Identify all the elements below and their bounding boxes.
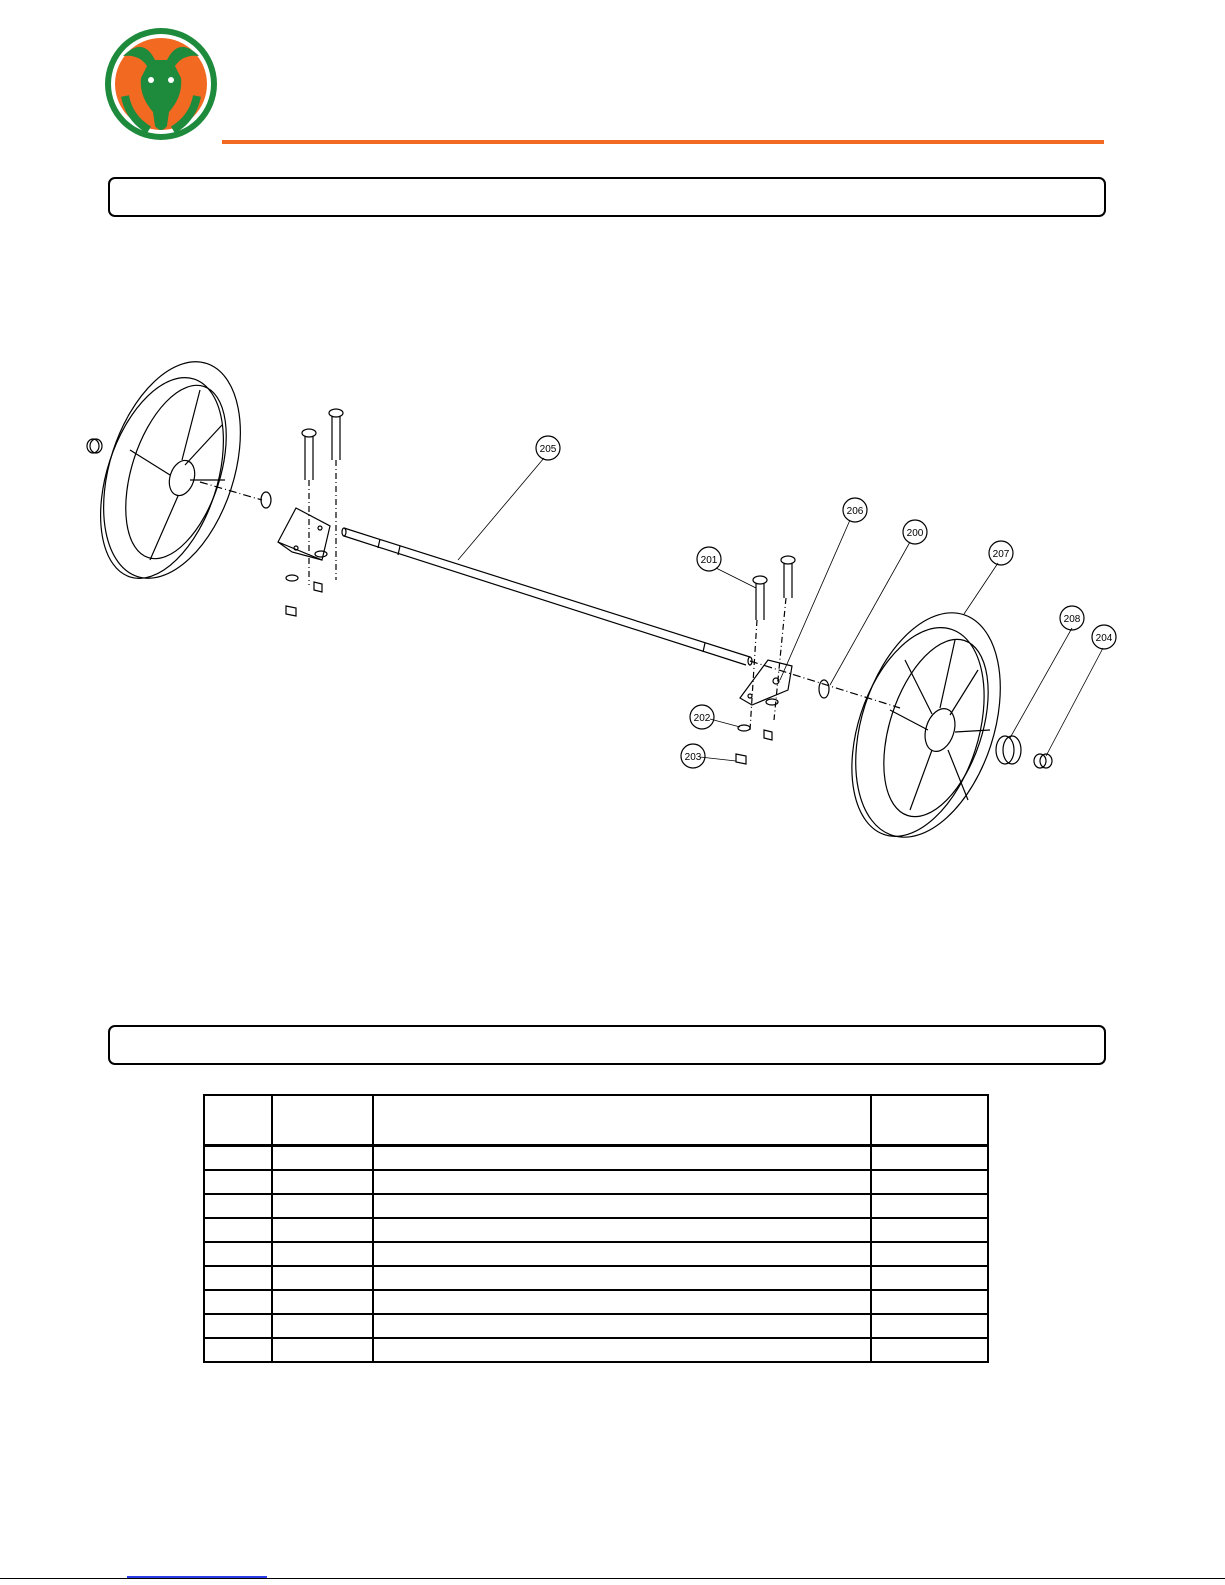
cell [373,1290,871,1314]
table-row [204,1266,988,1290]
cell [204,1218,272,1242]
cell [204,1290,272,1314]
callout-205: 205 [539,444,557,455]
cell [871,1194,988,1218]
cell [204,1338,272,1362]
cell [272,1194,373,1218]
cell [272,1266,373,1290]
cell [272,1290,373,1314]
callout-208: 208 [1063,614,1081,625]
cell [272,1146,373,1171]
cell [373,1314,871,1338]
cell [871,1266,988,1290]
footer-link[interactable] [127,1576,267,1578]
parts-table [203,1094,989,1363]
right-washers-nuts [736,699,778,764]
table-row [204,1338,988,1362]
cell [871,1314,988,1338]
header-accent-rule [222,140,1104,144]
exploded-axle-diagram [0,330,1225,850]
cell [871,1170,988,1194]
table-row [204,1242,988,1266]
table-row [204,1290,988,1314]
left-hub-nut [87,439,102,453]
cell [871,1290,988,1314]
cell [204,1266,272,1290]
table-row [204,1314,988,1338]
cell [871,1338,988,1362]
illustration-section-bar [108,177,1106,217]
table-row [204,1146,988,1171]
cell [204,1314,272,1338]
cell [272,1170,373,1194]
table-row [204,1170,988,1194]
callout-207: 207 [992,549,1010,560]
footer-rule [0,1578,1225,1579]
callout-206: 206 [846,506,864,517]
left-bracket [278,508,330,560]
cell [373,1146,871,1171]
header-part-no [272,1095,373,1146]
callout-200: 200 [906,528,924,539]
header-ref [204,1095,272,1146]
cell [272,1242,373,1266]
callout-203: 203 [684,752,702,763]
callout-202: 202 [693,713,711,724]
left-washers-nuts [286,551,327,616]
right-hub-nut [1034,754,1052,768]
cell [373,1218,871,1242]
cell [373,1338,871,1362]
cell [871,1242,988,1266]
cell [204,1194,272,1218]
right-bracket [740,660,792,705]
left-wheel [78,344,266,595]
cell [373,1170,871,1194]
callout-201: 201 [700,555,718,566]
billy-goat-logo [103,26,219,142]
cell [272,1314,373,1338]
table-header-row [204,1095,988,1146]
cell [373,1266,871,1290]
table-row [204,1218,988,1242]
cell [272,1338,373,1362]
cell [204,1242,272,1266]
cell [373,1194,871,1218]
cell [204,1146,272,1171]
cell [373,1242,871,1266]
parts-list-section-bar [108,1025,1106,1065]
right-carriage-bolts [750,556,795,730]
cell [204,1170,272,1194]
cell [272,1218,373,1242]
axle-shaft [342,528,752,665]
table-row [204,1194,988,1218]
header-description [373,1095,871,1146]
spacer-bushing [996,736,1021,764]
header-qty [871,1095,988,1146]
right-wheel [828,594,1027,850]
callout-204: 204 [1095,633,1113,644]
cell [871,1146,988,1171]
cell [871,1218,988,1242]
